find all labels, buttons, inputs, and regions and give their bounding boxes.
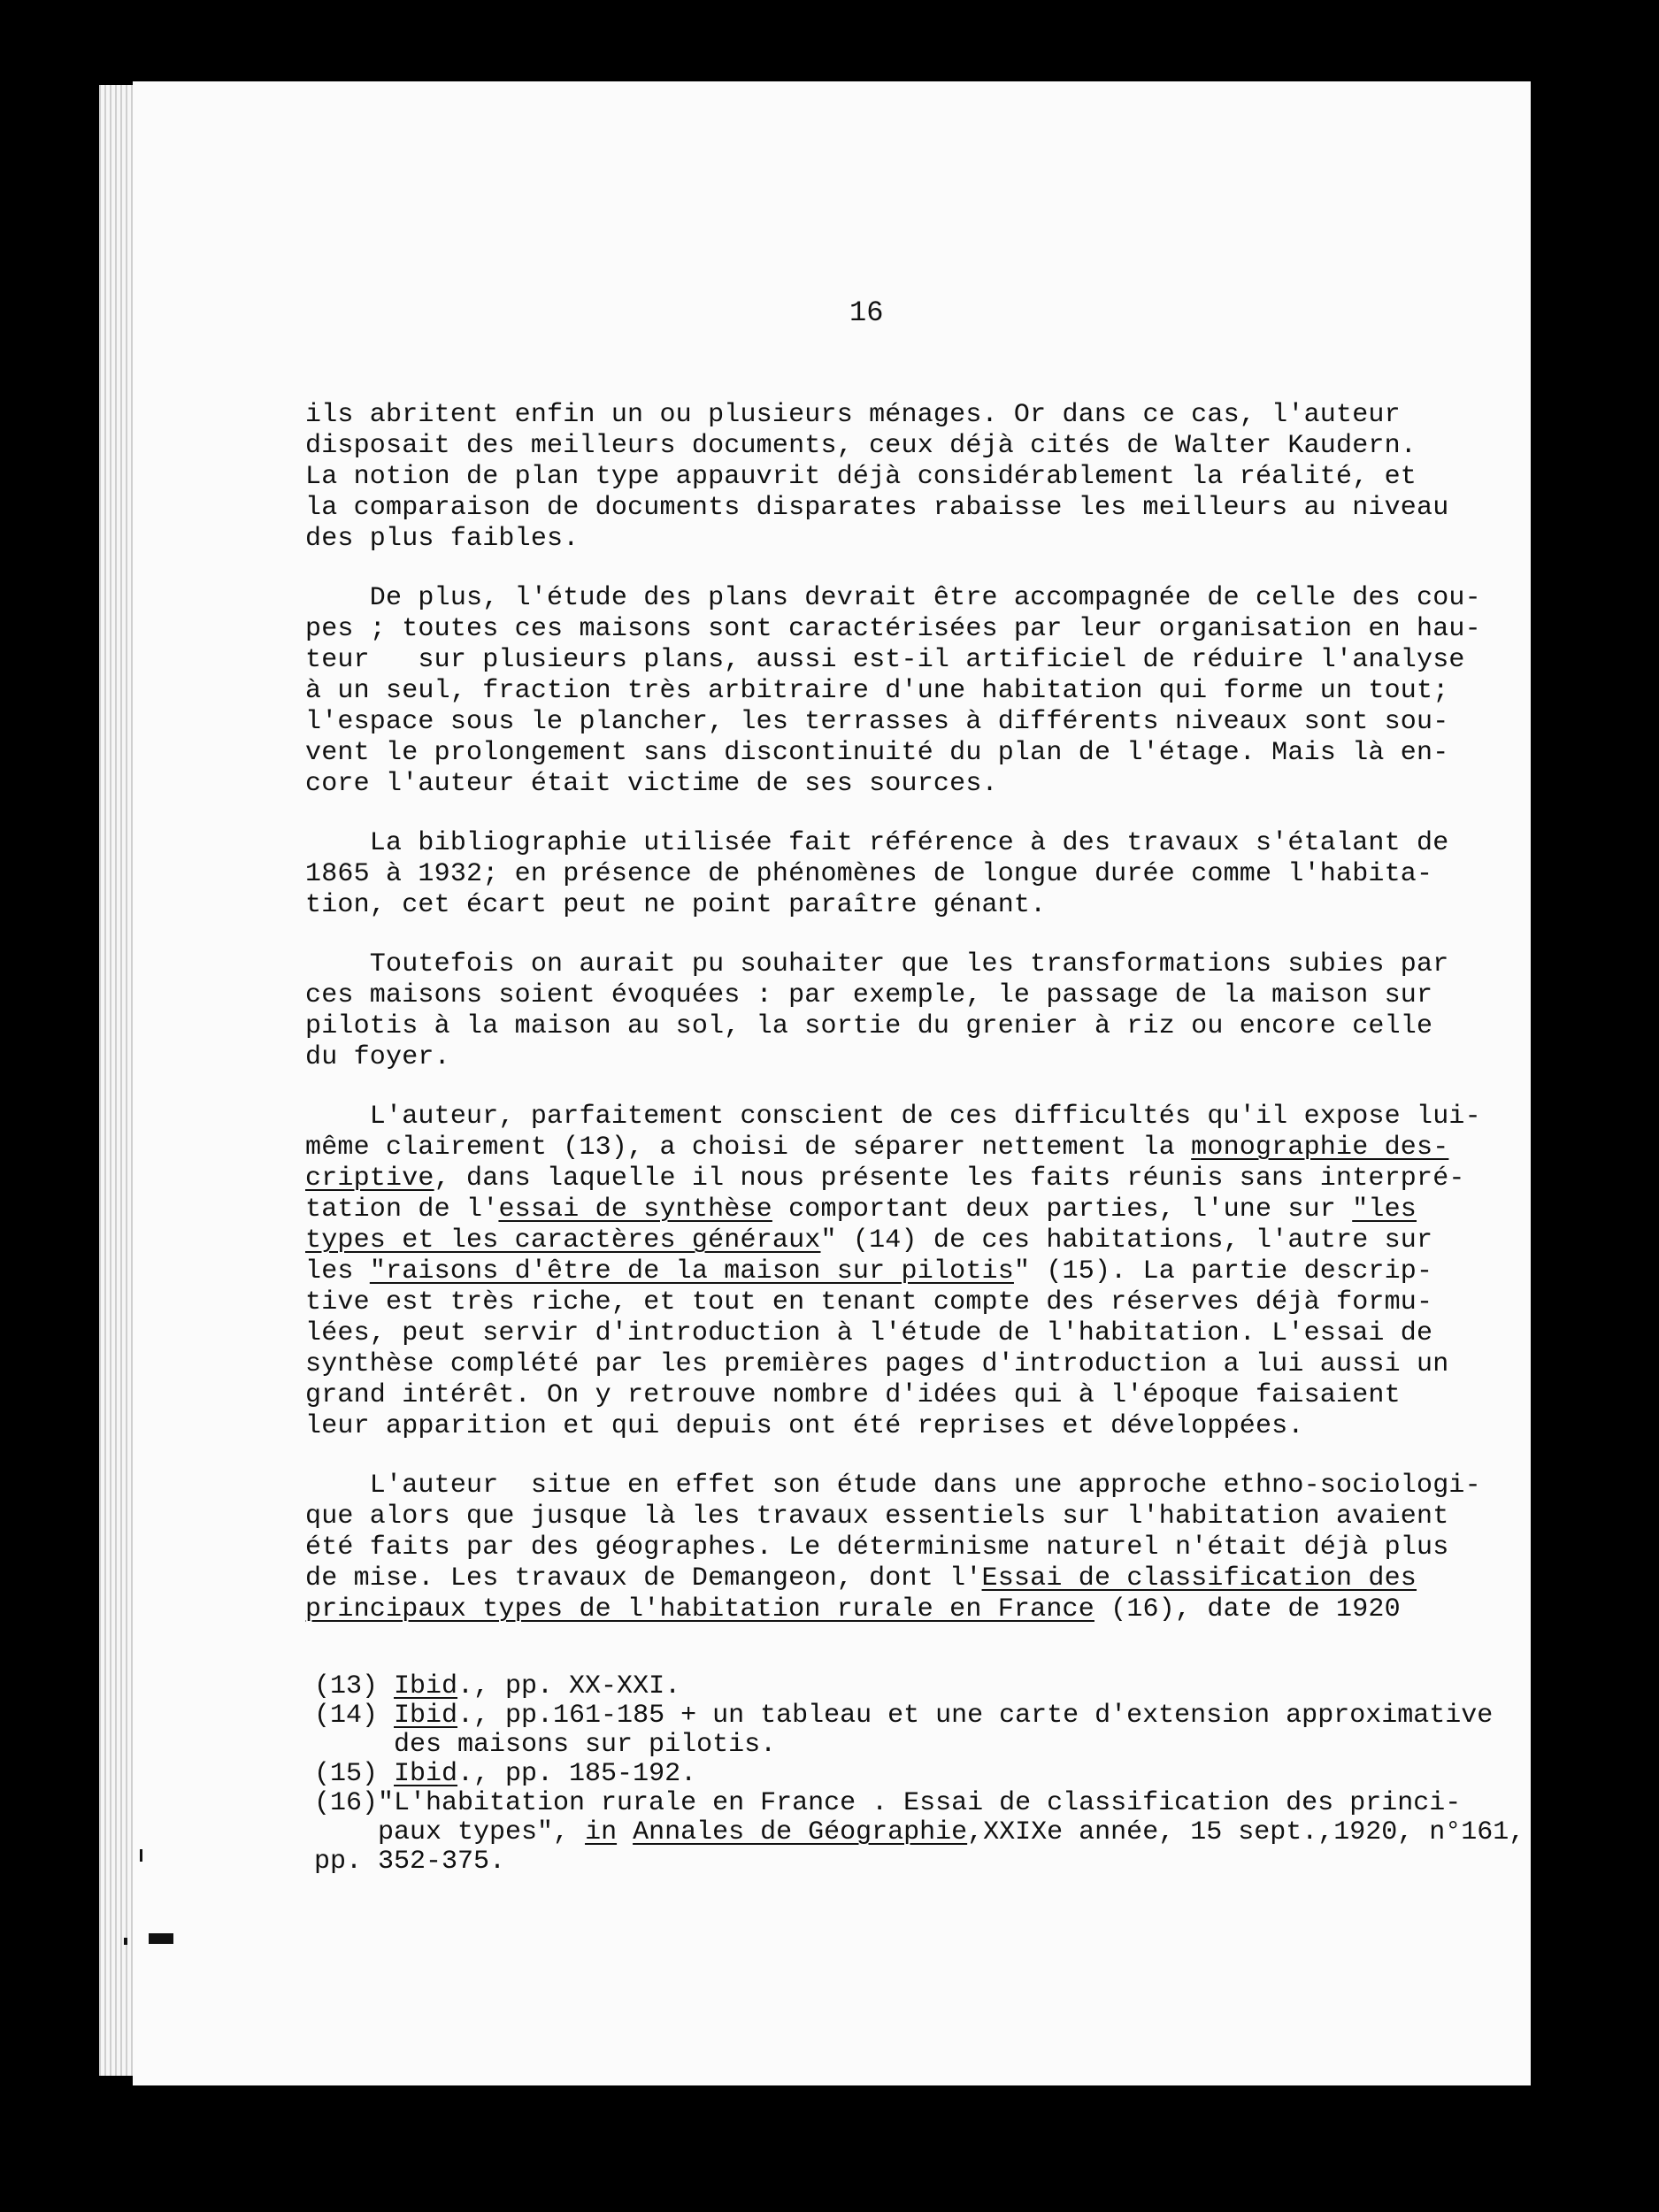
text-line: L'auteur, parfaitement conscient de ces difficultés qu'il expose lui-: [305, 1102, 1481, 1132]
text-line: pilotis à la maison au sol, la sortie du grenier à riz ou encore celle: [305, 1011, 1433, 1041]
text-run: , dans laquelle il nous présente les faits réunis sans interpré-: [434, 1164, 1465, 1194]
text-line: core l'auteur était victime de ses sources.: [305, 769, 998, 799]
underlined-text: Ibid: [394, 1759, 458, 1789]
paragraph: [305, 1102, 1491, 1442]
text-line: De plus, l'étude des plans devrait être accompagnée de celle des cou-: [305, 583, 1481, 613]
text-run: même clairement (13), a choisi de séparer nettement la: [305, 1133, 1192, 1163]
underlined-text: monographie des-: [1191, 1133, 1449, 1163]
footnote-16-continued: [314, 1818, 1525, 1847]
paragraph-gap: [305, 555, 1491, 583]
text-line: été faits par des géographes. Le déterminisme naturel n'était déjà plus: [305, 1532, 1449, 1563]
text-run: les: [305, 1256, 370, 1286]
underlined-text: criptive: [305, 1164, 434, 1194]
paragraph: [305, 400, 1491, 555]
text-line: que alors que jusque là les travaux essentiels sur l'habitation avaient: [305, 1502, 1449, 1532]
footnote-14: [314, 1701, 1525, 1731]
underlined-text: "raisons d'être de la maison sur pilotis: [369, 1256, 1014, 1286]
text-line: [305, 1225, 1491, 1256]
paragraph-gap: [305, 1073, 1491, 1102]
footnote-13: [314, 1672, 1525, 1701]
footnote-16-pages: pp. 352-375.: [314, 1847, 506, 1877]
scan-mark: [124, 1938, 127, 1945]
text-run: ., pp.161-185 + un tableau et une carte d'extension approximative: [457, 1701, 1494, 1731]
footnotes: [314, 1672, 1525, 1877]
underlined-text: "les: [1352, 1194, 1417, 1225]
page-stack-edges: [99, 85, 133, 2076]
text-line: La bibliographie utilisée fait référence à des travaux s'étalant de: [305, 828, 1449, 858]
text-run: ., pp. 185-192.: [457, 1759, 697, 1789]
text-line: disposait des meilleurs documents, ceux déjà cités de Walter Kaudern.: [305, 431, 1417, 461]
plain-paragraphs: [305, 400, 1491, 1102]
text-run: tation de l': [305, 1194, 499, 1225]
underlined-text: in: [585, 1817, 618, 1847]
text-line: lées, peut servir d'introduction à l'étude de l'habitation. L'essai de: [305, 1318, 1433, 1348]
text-line: La notion de plan type appauvrit déjà considérablement la réalité, et: [305, 462, 1417, 492]
text-line: [305, 1594, 1491, 1625]
paragraph: [305, 828, 1491, 921]
underlined-text: essai de synthèse: [498, 1194, 772, 1225]
text-line: [305, 1563, 1491, 1594]
scan-mark: [149, 1933, 173, 1944]
underlined-text: Essai de classification des: [981, 1563, 1417, 1594]
text-line: ils abritent enfin un ou plusieurs ménages. Or dans ce cas, l'auteur: [305, 400, 1401, 430]
text-run: (13): [314, 1671, 395, 1701]
footnote-16: (16)"L'habitation rurale en France . Essai de classification des princi-: [314, 1788, 1462, 1818]
text-line: tive est très riche, et tout en tenant compte des réserves déjà formu-: [305, 1287, 1433, 1317]
underlined-text: Ibid: [394, 1671, 458, 1701]
footnote-14-continued: des maisons sur pilotis.: [314, 1730, 777, 1760]
text-run: (15): [314, 1759, 395, 1789]
text-line: synthèse complété par les premières pages d'introduction a lui aussi un: [305, 1349, 1449, 1379]
text-run: ,XXIXe année, 15 sept.,1920, n°161,: [967, 1817, 1525, 1847]
text-run: " (14) de ces habitations, l'autre sur: [820, 1225, 1433, 1256]
text-line: ces maisons soient évoquées : par exemple, le passage de la maison sur: [305, 980, 1433, 1010]
paragraph-gap: [305, 800, 1491, 828]
text-line: l'espace sous le plancher, les terrasses à différents niveaux sont sou-: [305, 707, 1449, 737]
text-line: leur apparition et qui depuis ont été reprises et développées.: [305, 1411, 1304, 1441]
text-line: du foyer.: [305, 1042, 450, 1072]
text-line: 1865 à 1932; en présence de phénomènes de longue durée comme l'habita-: [305, 859, 1433, 889]
body-text: [305, 400, 1491, 1625]
text-run: paux types",: [314, 1817, 586, 1847]
text-line: pes ; toutes ces maisons sont caractérisées par leur organisation en hau-: [305, 614, 1481, 644]
text-run: " (15). La partie descrip-: [1013, 1256, 1433, 1286]
underlined-text: types et les caractères généraux: [305, 1225, 821, 1256]
text-line: la comparaison de documents disparates rabaisse les meilleurs au niveau: [305, 493, 1449, 523]
underlined-text: principaux types de l'habitation rurale en France: [305, 1594, 1094, 1624]
text-line: vent le prolongement sans discontinuité du plan de l'étage. Mais là en-: [305, 738, 1449, 768]
text-line: [305, 1133, 1491, 1164]
paragraph-gap: [305, 921, 1491, 949]
footnote-15: [314, 1760, 1525, 1789]
underlined-text: Ibid: [394, 1701, 458, 1731]
text-line: à un seul, fraction très arbitraire d'une habitation qui forme un tout;: [305, 676, 1449, 706]
text-line: [305, 1164, 1491, 1194]
text-line: des plus faibles.: [305, 524, 580, 554]
paragraph-gap: [305, 1442, 1491, 1471]
text-line: [305, 1194, 1491, 1225]
page-number: 16: [849, 296, 884, 329]
paragraph: [305, 1471, 1491, 1625]
underlined-text: Annales de Géographie: [633, 1817, 968, 1847]
text-run: ., pp. XX-XXI.: [457, 1671, 681, 1701]
text-run: (14): [314, 1701, 395, 1731]
text-line: Toutefois on aurait pu souhaiter que les transformations subies par: [305, 949, 1449, 979]
paragraph: [305, 583, 1491, 800]
text-run: (16), date de 1920: [1094, 1594, 1401, 1624]
text-run: de mise. Les travaux de Demangeon, dont l': [305, 1563, 982, 1594]
paragraph: [305, 949, 1491, 1073]
text-line: grand intérêt. On y retrouve nombre d'idées qui à l'époque faisaient: [305, 1380, 1401, 1410]
text-line: tion, cet écart peut ne point paraître génant.: [305, 890, 1047, 920]
text-line: L'auteur situe en effet son étude dans une approche ethno-sociologi-: [305, 1471, 1481, 1501]
text-line: teur sur plusieurs plans, aussi est-il artificiel de réduire l'analyse: [305, 645, 1465, 675]
scan-mark: [140, 1849, 142, 1862]
text-run: [617, 1817, 633, 1847]
text-line: [305, 1256, 1491, 1287]
text-run: comportant deux parties, l'une sur: [772, 1194, 1353, 1225]
